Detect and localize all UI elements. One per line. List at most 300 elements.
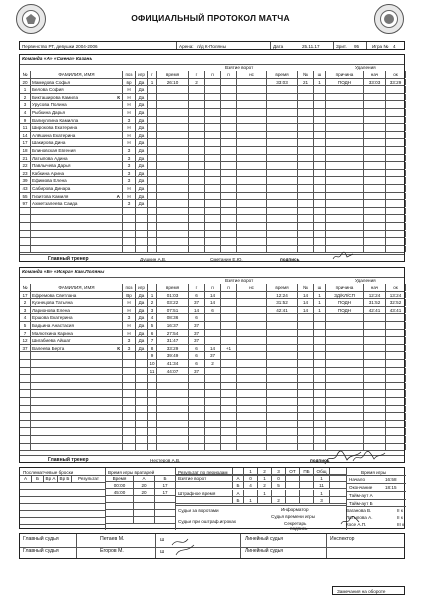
team-a-cell	[237, 132, 267, 139]
team-a-cell: Да	[136, 79, 148, 86]
team-b-cell	[314, 360, 326, 367]
team-b-col-header: время	[267, 284, 298, 291]
team-a-block	[19, 54, 405, 262]
team-a-cell: Латыпова Адина	[31, 155, 123, 162]
periods-pim-row	[176, 497, 346, 504]
main-judge-2: Егоров М.	[100, 548, 124, 554]
team-b-cell	[237, 299, 267, 306]
team-a-cell	[221, 231, 237, 238]
team-a-cell	[205, 162, 221, 169]
team-a-cell: 1	[148, 79, 157, 86]
team-a-cell	[237, 155, 267, 162]
team-b-cell	[267, 314, 298, 321]
team-b-col-header: п	[221, 284, 237, 291]
team-a-col-header: п	[221, 71, 237, 78]
main-judge-cat-1: Ш	[160, 537, 165, 542]
team-a-row	[20, 117, 404, 125]
team-a-cell	[148, 101, 157, 108]
periods-label: Результат по периодам	[178, 469, 228, 475]
team-a-cell	[136, 231, 148, 238]
periods-goals-row-cell	[286, 482, 300, 488]
team-b-row	[20, 406, 404, 414]
team-b-cell: 3	[20, 307, 31, 314]
team-a-cell	[237, 147, 267, 154]
secretary-name: Косе А.П.	[346, 522, 367, 527]
team-b-cell	[221, 307, 237, 314]
team-b-cell	[31, 390, 123, 397]
team-a-cell	[189, 246, 205, 253]
periods-goals-row-cell: 5	[272, 482, 286, 488]
team-a-cell	[314, 117, 326, 124]
team-a-row	[20, 86, 404, 94]
periods-pim-row-cell: 1	[314, 490, 330, 496]
team-a-cell	[298, 155, 314, 162]
team-a-cell	[221, 246, 237, 253]
team-b-cell: 4	[20, 314, 31, 321]
team-a-cell	[157, 231, 189, 238]
team-a-cell	[157, 139, 189, 146]
team-a-cell: Гизитова Камиля А	[31, 193, 123, 200]
team-a-cell	[364, 139, 386, 146]
team-a-cell	[189, 139, 205, 146]
team-b-cell	[314, 352, 326, 359]
goalie-time-row-cell: 20	[134, 482, 155, 488]
team-a-cell: Да	[136, 200, 148, 207]
team-a-cell	[326, 170, 364, 177]
team-b-cell: 4	[148, 314, 157, 321]
team-b-cell	[157, 436, 189, 443]
team-b-cell	[298, 314, 314, 321]
team-b-cell	[326, 413, 364, 420]
team-a-cell	[267, 215, 298, 222]
team-a-row	[20, 109, 404, 117]
goalie-time-row	[106, 510, 175, 517]
team-b-cell	[237, 330, 267, 337]
team-a-cell	[205, 117, 221, 124]
team-a-goals-title: Взятие ворот	[225, 65, 254, 70]
goalie-time-row-cell	[134, 496, 155, 502]
team-a-cell: Да	[136, 132, 148, 139]
team-b-cell	[298, 413, 314, 420]
team-a-cell	[189, 193, 205, 200]
team-b-cell: Да	[136, 322, 148, 329]
team-a-cell	[148, 246, 157, 253]
team-a-cell	[267, 193, 298, 200]
team-b-cell	[364, 337, 386, 344]
team-b-col-header: ш	[314, 284, 326, 291]
team-a-cell: 9	[20, 117, 31, 124]
team-a-cell	[136, 246, 148, 253]
team-a-cell: 4	[20, 109, 31, 116]
team-b-cell	[221, 444, 237, 451]
team-a-row	[20, 193, 404, 201]
secretary-label: Секретарь	[284, 521, 307, 526]
team-b-col-header: п	[205, 284, 221, 291]
team-a-cell	[157, 117, 189, 124]
protocol-title: ОФИЦИАЛЬНЫЙ ПРОТОКОЛ МАТЧА	[131, 13, 290, 23]
goal-judges-label: Судьи за воротами	[178, 508, 219, 513]
team-b-cell: 1	[148, 292, 157, 299]
team-a-cell	[298, 170, 314, 177]
team-a-cell	[326, 101, 364, 108]
team-a-cell	[298, 177, 314, 184]
shootouts-col-header: Вр А	[44, 475, 58, 482]
penalty-judges-label: Судьи при оштраф.игроках	[178, 519, 237, 524]
team-a-cell	[221, 124, 237, 131]
team-a-cell	[326, 155, 364, 162]
team-a-cell	[31, 246, 123, 253]
team-a-cell	[123, 238, 136, 245]
team-b-cell	[123, 398, 136, 405]
team-b-cell: 14	[205, 292, 221, 299]
start-label: Начало	[349, 477, 366, 482]
team-b-cell: Да	[136, 307, 148, 314]
team-a-cell	[267, 124, 298, 131]
team-b-col-header: №	[20, 284, 31, 291]
team-b-cell: Н	[123, 330, 136, 337]
team-a-cell	[364, 109, 386, 116]
team-a-cell	[386, 215, 406, 222]
team-a-cell	[221, 208, 237, 215]
team-a-cell	[221, 139, 237, 146]
team-a-cell	[237, 124, 267, 131]
team-b-cell	[298, 337, 314, 344]
periods-section	[176, 468, 346, 530]
team-a-cell	[298, 86, 314, 93]
team-b-cell	[326, 436, 364, 443]
team-a-cell	[298, 117, 314, 124]
team-a-cell	[237, 139, 267, 146]
team-b-cell: Кузнецова Татьяна	[31, 299, 123, 306]
team-a-row	[20, 101, 404, 109]
team-b-cell	[148, 421, 157, 428]
team-b-cell	[189, 421, 205, 428]
team-b-cell	[123, 406, 136, 413]
team-a-cell	[314, 170, 326, 177]
team-b-cell	[20, 352, 31, 359]
team-b-cell: 37	[189, 368, 205, 375]
team-b-cell	[123, 421, 136, 428]
team-b-cell: ПОДН	[326, 307, 364, 314]
team-b-row	[20, 314, 404, 322]
team-b-cell: 37	[205, 352, 221, 359]
team-a-cell	[314, 101, 326, 108]
team-a-cell	[267, 185, 298, 192]
team-b-row	[20, 292, 404, 300]
team-a-cell	[326, 94, 364, 101]
team-a-cell: 26:10	[157, 79, 189, 86]
line-judge-label-1: Линейный судья	[245, 536, 284, 542]
team-a-cell	[267, 238, 298, 245]
team-a-cell	[298, 185, 314, 192]
team-b-cell	[267, 368, 298, 375]
team-b-title: Команда «Б» «Искра» Кам.Поляны	[22, 269, 105, 275]
periods-pim-row-cell	[286, 497, 300, 503]
team-a-penalties-title: Удаления	[355, 65, 376, 70]
periods-header-cell: ПБ	[300, 468, 314, 474]
team-b-cell	[326, 406, 364, 413]
team-a-cell	[237, 101, 267, 108]
team-a-cell: 21	[20, 155, 31, 162]
team-a-cell	[364, 155, 386, 162]
team-a-row	[20, 231, 404, 239]
periods-goals-row-cell: 11	[314, 482, 330, 488]
team-b-cell: Да	[136, 345, 148, 352]
team-b-cell: 6	[189, 314, 205, 321]
team-b-cell	[31, 436, 123, 443]
team-a-cell: 14	[20, 132, 31, 139]
team-a-cell	[237, 223, 267, 230]
team-b-cell: Да	[136, 299, 148, 306]
team-a-cell	[386, 109, 406, 116]
team-a-cell: ПОДН	[326, 79, 364, 86]
team-a-cell	[205, 155, 221, 162]
team-b-cell	[31, 352, 123, 359]
team-b-cell	[157, 413, 189, 420]
team-b-cell	[267, 413, 298, 420]
team-b-cell	[314, 345, 326, 352]
team-a-cell	[221, 162, 237, 169]
team-b-row	[20, 436, 404, 444]
team-a-cell	[221, 101, 237, 108]
team-b-cell	[364, 375, 386, 382]
periods-goals-row-cell: 2	[258, 482, 272, 488]
team-b-cell	[136, 421, 148, 428]
team-b-cell: 5	[148, 322, 157, 329]
team-a-cell: 55	[20, 193, 31, 200]
team-b-cell	[314, 337, 326, 344]
team-a-col-header: время	[157, 71, 189, 78]
team-a-cell	[237, 86, 267, 93]
shootouts-col-header: Результат	[72, 475, 106, 482]
time-judge-category: II к	[397, 515, 403, 520]
team-a-cell	[386, 177, 406, 184]
goalie-time-row	[106, 489, 175, 496]
team-a-cell: Шакирова Дина	[31, 139, 123, 146]
team-a-cell	[189, 94, 205, 101]
team-a-row	[20, 215, 404, 223]
team-a-cell	[148, 215, 157, 222]
team-a-cell	[386, 132, 406, 139]
team-a-cell	[364, 193, 386, 200]
team-a-cell	[157, 215, 189, 222]
team-a-cell	[148, 124, 157, 131]
team-b-cell: 31:52	[364, 299, 386, 306]
team-a-cell	[386, 162, 406, 169]
team-a-cell	[205, 208, 221, 215]
team-a-cell	[364, 86, 386, 93]
team-b-cell	[189, 413, 205, 420]
periods-header-cell: 3	[272, 468, 286, 474]
team-b-cell: З	[123, 345, 136, 352]
team-a-cell	[298, 200, 314, 207]
team-b-cell	[123, 352, 136, 359]
team-b-cell	[31, 383, 123, 390]
team-a-cell	[205, 94, 221, 101]
team-b-cell	[326, 383, 364, 390]
team-a-cell	[148, 177, 157, 184]
team-a-cell: З	[123, 177, 136, 184]
team-a-cell: Широкова Екатерина	[31, 124, 123, 131]
team-b-cell	[189, 436, 205, 443]
team-a-cell	[267, 223, 298, 230]
team-a-cell: 43	[20, 185, 31, 192]
team-b-cell: Валеева Берта К	[31, 345, 123, 352]
team-b-goals-title: Взятие ворот	[225, 278, 254, 283]
team-b-cell	[123, 444, 136, 451]
goalie-time-row	[106, 517, 175, 524]
team-a-cell	[157, 101, 189, 108]
arena-value: л/д К-Поляны	[197, 43, 226, 49]
team-a-cell	[386, 117, 406, 124]
team-a-cell: 22	[20, 162, 31, 169]
team-b-cell	[20, 375, 31, 382]
team-a-cell	[157, 155, 189, 162]
team-a-cell	[298, 193, 314, 200]
team-b-cell	[314, 330, 326, 337]
team-a-cell	[189, 231, 205, 238]
team-a-cell	[205, 246, 221, 253]
team-b-cell	[148, 398, 157, 405]
team-b-cell	[267, 428, 298, 435]
team-a-row	[20, 162, 404, 170]
team-a-cell: Да	[136, 185, 148, 192]
team-a-cell	[221, 170, 237, 177]
team-b-cell	[205, 413, 221, 420]
team-a-cell	[148, 155, 157, 162]
team-a-cell	[237, 200, 267, 207]
team-b-cell	[326, 337, 364, 344]
team-a-cell	[314, 215, 326, 222]
team-a-cell: Блиновская Евгения	[31, 147, 123, 154]
periods-pim-row-cell: Б	[232, 497, 244, 503]
team-b-cell	[326, 428, 364, 435]
team-a-cell	[298, 94, 314, 101]
team-a-cell	[31, 208, 123, 215]
goalie-time-row	[106, 496, 175, 503]
team-a-cell	[386, 147, 406, 154]
team-b-cell	[386, 314, 406, 321]
team-a-cell	[298, 208, 314, 215]
team-a-cell	[364, 246, 386, 253]
team-a-cell	[386, 155, 406, 162]
team-b-header-row	[20, 284, 404, 292]
informator-label: Информатор	[281, 507, 309, 512]
team-b-row	[20, 383, 404, 391]
team-a-cell	[364, 208, 386, 215]
team-a-cell	[298, 139, 314, 146]
team-b-cell: Ефремова Светлана	[31, 292, 123, 299]
team-a-cell	[157, 124, 189, 131]
team-a-cell	[326, 238, 364, 245]
team-b-cell	[386, 330, 406, 337]
team-b-cell	[157, 390, 189, 397]
team-b-cell	[136, 436, 148, 443]
team-a-cell	[298, 223, 314, 230]
goalie-time-row-cell	[106, 496, 134, 502]
team-a-cell	[123, 215, 136, 222]
team-a-cell	[298, 231, 314, 238]
team-b-col-header: причина	[326, 284, 364, 291]
team-a-cell	[314, 177, 326, 184]
team-b-cell: 7	[20, 330, 31, 337]
team-b-row	[20, 398, 404, 406]
team-a-cell	[326, 177, 364, 184]
team-a-cell	[148, 94, 157, 101]
team-b-cell	[205, 383, 221, 390]
goalie-time-row-cell	[155, 496, 176, 502]
team-a-row	[20, 124, 404, 132]
team-b-cell	[237, 345, 267, 352]
team-a-cell	[205, 147, 221, 154]
team-a-cell	[189, 223, 205, 230]
team-a-cell: Н	[123, 193, 136, 200]
team-a-cell	[205, 101, 221, 108]
team-b-cell	[314, 413, 326, 420]
periods-pim-row-cell: 3	[314, 497, 330, 503]
team-a-cell	[148, 109, 157, 116]
team-b-cell	[221, 375, 237, 382]
main-judge-1: Петаев М.	[100, 536, 125, 542]
team-a-cell	[189, 208, 205, 215]
main-judge-cat-2: Ш	[160, 549, 165, 554]
team-b-cell: 6	[148, 330, 157, 337]
team-b-cell: 01:03	[157, 292, 189, 299]
team-a-row	[20, 170, 404, 178]
periods-goals-row-cell	[286, 475, 300, 481]
team-a-cell	[20, 223, 31, 230]
team-a-role-mark: К	[117, 94, 120, 100]
team-a-cell	[157, 177, 189, 184]
team-a-coach: Душкин А.В.	[140, 256, 167, 262]
team-a-cell	[237, 215, 267, 222]
periods-header-cell: Общ	[314, 468, 330, 474]
team-b-cell	[205, 375, 221, 382]
team-b-cell: 31:52	[267, 299, 298, 306]
team-a-cell: Валиуллина Камилла	[31, 117, 123, 124]
team-a-cell	[314, 193, 326, 200]
team-b-cell	[386, 428, 406, 435]
team-b-cell	[221, 352, 237, 359]
goalie-time-row-cell	[134, 517, 155, 523]
team-b-cell: З	[123, 314, 136, 321]
team-b-cell	[123, 368, 136, 375]
team-b-cell	[386, 398, 406, 405]
goalie-time-row-cell	[155, 503, 176, 509]
goalie-time-header-cell: Б	[155, 475, 176, 481]
team-a-cell: 2	[189, 79, 205, 86]
periods-pim-row-cell: 1	[258, 490, 272, 496]
team-a-cell	[267, 117, 298, 124]
team-a-cell	[298, 162, 314, 169]
team-a-row	[20, 132, 404, 140]
team-a-cell	[205, 193, 221, 200]
team-b-cell: 32:52	[386, 299, 406, 306]
team-a-cell	[157, 170, 189, 177]
team-a-cell	[205, 177, 221, 184]
team-a-cell	[386, 139, 406, 146]
team-b-cell	[237, 421, 267, 428]
team-b-cell	[189, 428, 205, 435]
team-b-cell	[148, 383, 157, 390]
team-a-col-header: ш	[314, 71, 326, 78]
team-b-cell: З	[123, 337, 136, 344]
team-a-cell: З	[123, 147, 136, 154]
team-b-cell: Ершова Екатерина	[31, 314, 123, 321]
team-b-cell	[221, 360, 237, 367]
team-b-cell	[237, 368, 267, 375]
team-b-cell	[298, 360, 314, 367]
